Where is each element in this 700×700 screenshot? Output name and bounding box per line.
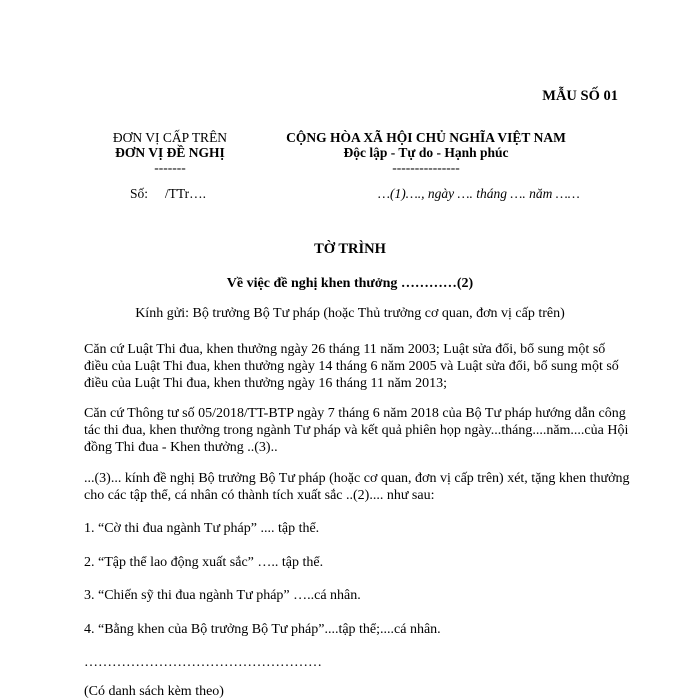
award-item-1: 1. “Cờ thi đua ngành Tư pháp” .... tập thể. (84, 521, 320, 536)
place-date-line: …(1)…., ngày …. tháng …. năm …… (378, 186, 580, 201)
superior-unit-label: ĐƠN VỊ CẤP TRÊN (112, 130, 228, 145)
document-title: TỜ TRÌNH (314, 241, 386, 257)
document-number: Số: /TTr…. (130, 186, 207, 201)
proposing-unit-label: ĐƠN VỊ ĐỀ NGHỊ (115, 145, 225, 160)
award-item-3: 3. “Chiến sỹ thi đua ngành Tư pháp” …..cá nhân. (84, 588, 361, 603)
paragraph-line: cho các tập thể, cá nhân có thành tích xuất sắc ..(2).... như sau: (84, 488, 435, 503)
issuing-unit-header (98, 130, 242, 175)
right-header-rule: --------------- (392, 160, 460, 175)
award-item-2: 2. “Tập thể lao động xuất sắc” ….. tập thể. (84, 555, 324, 570)
recipient-line: Kính gửi: Bộ trưởng Bộ Tư pháp (hoặc Thủ trưởng cơ quan, đơn vị cấp trên) (135, 306, 565, 321)
paragraph-line: tác thi đua, khen thưởng trong ngành Tư pháp và kết quả phiên họp ngày...tháng....năm....của Hội (84, 423, 629, 438)
paragraph-line: điều của Luật Thi đua, khen thưởng ngày 14 tháng 6 năm 2005 và Luật sửa đổi, bổ sung một số (84, 359, 619, 374)
paragraph-line: đồng Thi đua - Khen thưởng ..(3).. (84, 440, 278, 455)
country-name: CỘNG HÒA XÃ HỘI CHỦ NGHĨA VIỆT NAM (286, 130, 566, 145)
attachment-note: (Có danh sách kèm theo) (84, 684, 224, 699)
form-code: MẪU SỐ 01 (542, 88, 618, 104)
paragraph-line: Căn cứ Thông tư số 05/2018/TT-BTP ngày 7 tháng 6 năm 2018 của Bộ Tư pháp hướng dẫn công (84, 406, 626, 421)
national-motto: Độc lập - Tự do - Hạnh phúc (343, 145, 509, 160)
legal-basis-paragraph-1 (84, 341, 624, 392)
continuation-dots: …………………………………………… (84, 655, 322, 670)
paragraph-line: điều của Luật Thi đua, khen thưởng ngày 16 tháng 11 năm 2013; (84, 376, 447, 391)
paragraph-line: ...(3)... kính đề nghị Bộ trưởng Bộ Tư pháp (hoặc cơ quan, đơn vị cấp trên) xét, tặng khen thưởng (84, 471, 630, 486)
document-subject: Về việc đề nghị khen thưởng …………(2) (226, 276, 474, 291)
national-header (276, 130, 576, 175)
left-header-rule: ------- (154, 160, 186, 175)
paragraph-line: Căn cứ Luật Thi đua, khen thưởng ngày 26 tháng 11 năm 2003; Luật sửa đổi, bổ sung một số (84, 342, 606, 357)
proposal-paragraph (84, 470, 630, 504)
legal-basis-paragraph-2 (84, 405, 629, 456)
award-item-4: 4. “Bằng khen của Bộ trưởng Bộ Tư pháp”....tập thể;....cá nhân. (84, 622, 441, 637)
